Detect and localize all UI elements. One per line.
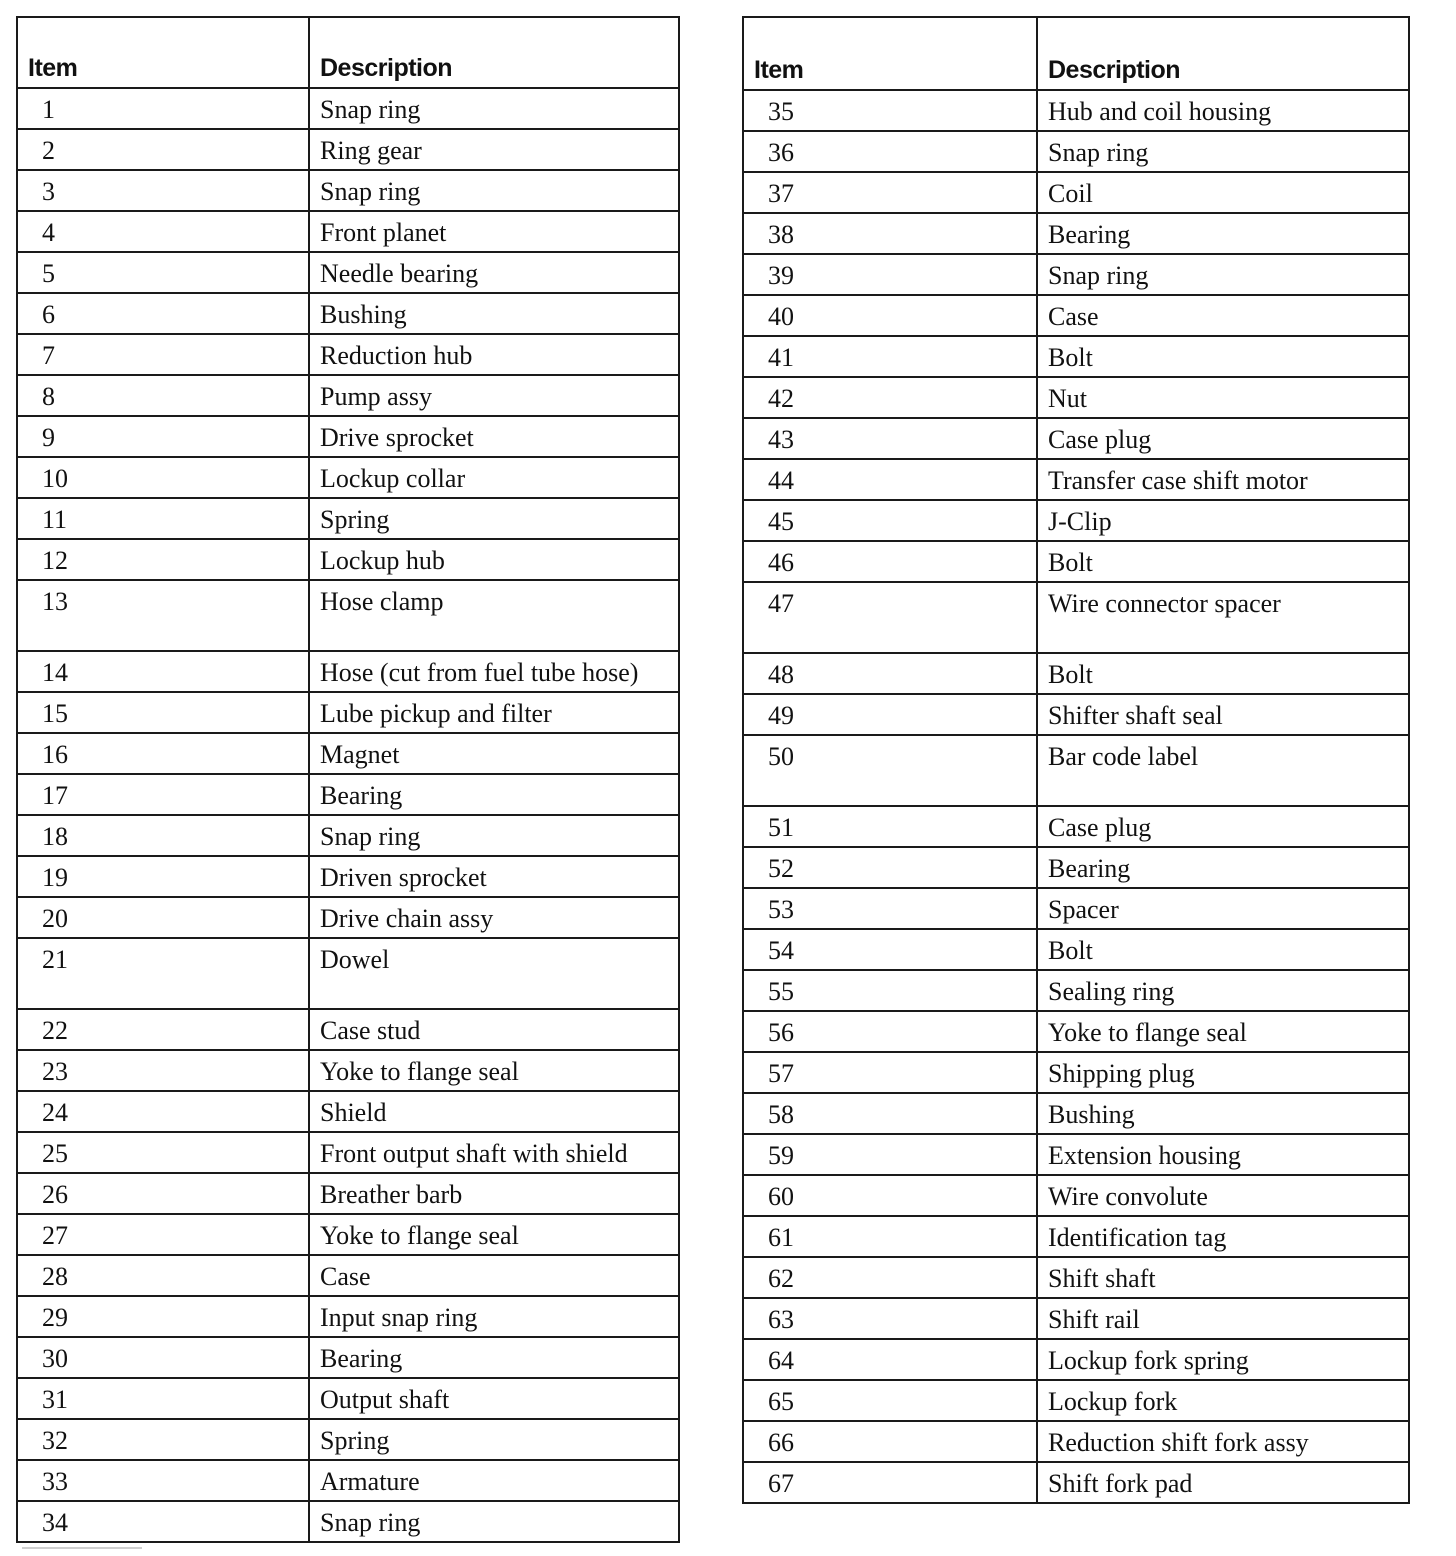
table-row xyxy=(17,457,679,498)
item-number: 1 xyxy=(17,88,309,129)
parts-table-left xyxy=(16,16,680,1543)
item-description: Magnet xyxy=(309,733,679,774)
item-description: Bearing xyxy=(1037,213,1409,254)
table-row xyxy=(743,694,1409,735)
table-row xyxy=(17,774,679,815)
item-description: Armature xyxy=(309,1460,679,1501)
item-number: 64 xyxy=(743,1339,1037,1380)
item-number: 39 xyxy=(743,254,1037,295)
item-number: 9 xyxy=(17,416,309,457)
item-description: Hose clamp xyxy=(309,580,679,651)
item-description: Bolt xyxy=(1037,653,1409,694)
table-row xyxy=(17,498,679,539)
table-row xyxy=(743,1134,1409,1175)
item-description: Output shaft xyxy=(309,1378,679,1419)
item-number: 51 xyxy=(743,806,1037,847)
item-description: Bearing xyxy=(309,1337,679,1378)
item-description: Case plug xyxy=(1037,418,1409,459)
item-number: 8 xyxy=(17,375,309,416)
item-number: 58 xyxy=(743,1093,1037,1134)
table-row xyxy=(17,815,679,856)
item-description: Snap ring xyxy=(309,815,679,856)
item-description: Hub and coil housing xyxy=(1037,90,1409,131)
item-description: Case xyxy=(309,1255,679,1296)
item-number: 45 xyxy=(743,500,1037,541)
item-description: Bushing xyxy=(1037,1093,1409,1134)
table-row xyxy=(17,1460,679,1501)
item-description: Shift fork pad xyxy=(1037,1462,1409,1503)
table-row xyxy=(17,293,679,334)
item-description: Sealing ring xyxy=(1037,970,1409,1011)
item-description: Shift shaft xyxy=(1037,1257,1409,1298)
item-number: 60 xyxy=(743,1175,1037,1216)
item-description: Spring xyxy=(309,498,679,539)
item-column-header: Item xyxy=(17,17,309,88)
table-row xyxy=(743,1093,1409,1134)
item-number: 63 xyxy=(743,1298,1037,1339)
item-number: 2 xyxy=(17,129,309,170)
table-row xyxy=(17,1255,679,1296)
table-row xyxy=(743,90,1409,131)
item-description: Transfer case shift motor xyxy=(1037,459,1409,500)
item-number: 15 xyxy=(17,692,309,733)
table-row xyxy=(743,806,1409,847)
item-number: 33 xyxy=(17,1460,309,1501)
table-row xyxy=(17,580,679,651)
item-number: 66 xyxy=(743,1421,1037,1462)
table-row xyxy=(743,459,1409,500)
item-description: Bar code label xyxy=(1037,735,1409,806)
table-row xyxy=(743,1298,1409,1339)
table-row xyxy=(743,172,1409,213)
table-row xyxy=(743,1052,1409,1093)
table-row xyxy=(743,1462,1409,1503)
item-number: 48 xyxy=(743,653,1037,694)
table-row xyxy=(17,856,679,897)
table-row xyxy=(17,416,679,457)
table-row xyxy=(17,1050,679,1091)
item-description: Snap ring xyxy=(309,170,679,211)
table-row xyxy=(17,252,679,293)
item-description: Front output shaft with shield xyxy=(309,1132,679,1173)
item-description: Case stud xyxy=(309,1009,679,1050)
table-row xyxy=(743,1380,1409,1421)
table-row xyxy=(17,1337,679,1378)
table-row xyxy=(743,254,1409,295)
table-row xyxy=(743,1175,1409,1216)
item-number: 55 xyxy=(743,970,1037,1011)
item-description: Case plug xyxy=(1037,806,1409,847)
item-number: 16 xyxy=(17,733,309,774)
table-row xyxy=(17,1214,679,1255)
item-number: 65 xyxy=(743,1380,1037,1421)
table-row xyxy=(17,1378,679,1419)
item-description: Spacer xyxy=(1037,888,1409,929)
table-row xyxy=(743,213,1409,254)
item-description: Yoke to flange seal xyxy=(1037,1011,1409,1052)
item-description: Bearing xyxy=(1037,847,1409,888)
table-row xyxy=(17,1091,679,1132)
table-row xyxy=(743,295,1409,336)
table-row xyxy=(743,582,1409,653)
item-number: 42 xyxy=(743,377,1037,418)
item-number: 56 xyxy=(743,1011,1037,1052)
table-row xyxy=(743,653,1409,694)
item-description: Nut xyxy=(1037,377,1409,418)
table-row xyxy=(743,541,1409,582)
item-number: 36 xyxy=(743,131,1037,172)
item-description: Extension housing xyxy=(1037,1134,1409,1175)
table-row xyxy=(17,897,679,938)
item-description: Bolt xyxy=(1037,336,1409,377)
item-description: Bolt xyxy=(1037,541,1409,582)
table-row xyxy=(743,418,1409,459)
item-number: 20 xyxy=(17,897,309,938)
item-description: Hose (cut from fuel tube hose) xyxy=(309,651,679,692)
table-row xyxy=(17,1296,679,1337)
table-row xyxy=(17,129,679,170)
item-description: Snap ring xyxy=(309,1501,679,1542)
item-number: 46 xyxy=(743,541,1037,582)
item-description: Identification tag xyxy=(1037,1216,1409,1257)
item-number: 50 xyxy=(743,735,1037,806)
table-row xyxy=(743,131,1409,172)
item-number: 25 xyxy=(17,1132,309,1173)
item-number: 57 xyxy=(743,1052,1037,1093)
item-number: 5 xyxy=(17,252,309,293)
item-number: 21 xyxy=(17,938,309,1009)
table-row xyxy=(17,170,679,211)
item-description: Yoke to flange seal xyxy=(309,1214,679,1255)
item-number: 27 xyxy=(17,1214,309,1255)
table-row xyxy=(17,692,679,733)
item-number: 14 xyxy=(17,651,309,692)
item-number: 61 xyxy=(743,1216,1037,1257)
item-description: Ring gear xyxy=(309,129,679,170)
item-description: Dowel xyxy=(309,938,679,1009)
table-row xyxy=(743,1216,1409,1257)
table-row xyxy=(17,334,679,375)
item-description: Reduction shift fork assy xyxy=(1037,1421,1409,1462)
description-column-header: Description xyxy=(309,17,679,88)
item-number: 34 xyxy=(17,1501,309,1542)
table-row xyxy=(17,651,679,692)
item-description: Coil xyxy=(1037,172,1409,213)
item-number: 38 xyxy=(743,213,1037,254)
item-number: 7 xyxy=(17,334,309,375)
item-number: 29 xyxy=(17,1296,309,1337)
item-number: 28 xyxy=(17,1255,309,1296)
table-row xyxy=(17,1419,679,1460)
item-number: 54 xyxy=(743,929,1037,970)
item-description: Lockup fork spring xyxy=(1037,1339,1409,1380)
item-number: 44 xyxy=(743,459,1037,500)
item-description: Lockup hub xyxy=(309,539,679,580)
item-description: Snap ring xyxy=(309,88,679,129)
item-number: 49 xyxy=(743,694,1037,735)
item-number: 23 xyxy=(17,1050,309,1091)
header-row xyxy=(17,17,679,88)
item-number: 59 xyxy=(743,1134,1037,1175)
item-number: 37 xyxy=(743,172,1037,213)
item-number: 4 xyxy=(17,211,309,252)
item-description: Snap ring xyxy=(1037,254,1409,295)
header-row xyxy=(743,17,1409,90)
item-description: Spring xyxy=(309,1419,679,1460)
item-number: 52 xyxy=(743,847,1037,888)
item-description: Shift rail xyxy=(1037,1298,1409,1339)
table-row xyxy=(17,938,679,1009)
table-row xyxy=(17,88,679,129)
item-number: 11 xyxy=(17,498,309,539)
item-description: Wire convolute xyxy=(1037,1175,1409,1216)
table-row xyxy=(743,1421,1409,1462)
item-number: 22 xyxy=(17,1009,309,1050)
item-description: Bushing xyxy=(309,293,679,334)
table-row xyxy=(743,500,1409,541)
item-number: 18 xyxy=(17,815,309,856)
item-number: 17 xyxy=(17,774,309,815)
item-number: 19 xyxy=(17,856,309,897)
item-number: 62 xyxy=(743,1257,1037,1298)
table-row xyxy=(743,1011,1409,1052)
table-row xyxy=(17,211,679,252)
item-description: Snap ring xyxy=(1037,131,1409,172)
item-description: Shipping plug xyxy=(1037,1052,1409,1093)
item-description: Shield xyxy=(309,1091,679,1132)
item-number: 31 xyxy=(17,1378,309,1419)
item-number: 67 xyxy=(743,1462,1037,1503)
table-row xyxy=(743,336,1409,377)
table-row xyxy=(743,735,1409,806)
item-number: 3 xyxy=(17,170,309,211)
item-description: Drive sprocket xyxy=(309,416,679,457)
item-number: 32 xyxy=(17,1419,309,1460)
item-number: 12 xyxy=(17,539,309,580)
item-column-header: Item xyxy=(743,17,1037,90)
table-row xyxy=(17,375,679,416)
table-row xyxy=(743,970,1409,1011)
item-description: Case xyxy=(1037,295,1409,336)
item-description: Drive chain assy xyxy=(309,897,679,938)
item-number: 24 xyxy=(17,1091,309,1132)
item-number: 47 xyxy=(743,582,1037,653)
table-row xyxy=(743,1339,1409,1380)
parts-table-right xyxy=(742,16,1410,1504)
item-description: Wire connector spacer xyxy=(1037,582,1409,653)
item-number: 53 xyxy=(743,888,1037,929)
table-row xyxy=(743,929,1409,970)
description-column-header: Description xyxy=(1037,17,1409,90)
table-row xyxy=(17,1009,679,1050)
item-number: 26 xyxy=(17,1173,309,1214)
table-row xyxy=(17,539,679,580)
item-description: Lockup collar xyxy=(309,457,679,498)
item-description: J-Clip xyxy=(1037,500,1409,541)
item-number: 43 xyxy=(743,418,1037,459)
item-description: Yoke to flange seal xyxy=(309,1050,679,1091)
item-number: 41 xyxy=(743,336,1037,377)
table-row xyxy=(17,733,679,774)
table-row xyxy=(17,1173,679,1214)
item-description: Lube pickup and filter xyxy=(309,692,679,733)
table-row xyxy=(743,1257,1409,1298)
item-description: Reduction hub xyxy=(309,334,679,375)
item-number: 13 xyxy=(17,580,309,651)
footnote-mark xyxy=(22,1547,142,1549)
item-description: Front planet xyxy=(309,211,679,252)
item-description: Lockup fork xyxy=(1037,1380,1409,1421)
item-number: 40 xyxy=(743,295,1037,336)
table-row xyxy=(743,847,1409,888)
item-description: Breather barb xyxy=(309,1173,679,1214)
item-description: Shifter shaft seal xyxy=(1037,694,1409,735)
item-number: 6 xyxy=(17,293,309,334)
table-row xyxy=(17,1501,679,1542)
table-row xyxy=(17,1132,679,1173)
item-description: Bolt xyxy=(1037,929,1409,970)
item-number: 10 xyxy=(17,457,309,498)
item-description: Needle bearing xyxy=(309,252,679,293)
item-number: 35 xyxy=(743,90,1037,131)
item-number: 30 xyxy=(17,1337,309,1378)
item-description: Input snap ring xyxy=(309,1296,679,1337)
item-description: Driven sprocket xyxy=(309,856,679,897)
item-description: Pump assy xyxy=(309,375,679,416)
table-row xyxy=(743,377,1409,418)
item-description: Bearing xyxy=(309,774,679,815)
table-row xyxy=(743,888,1409,929)
